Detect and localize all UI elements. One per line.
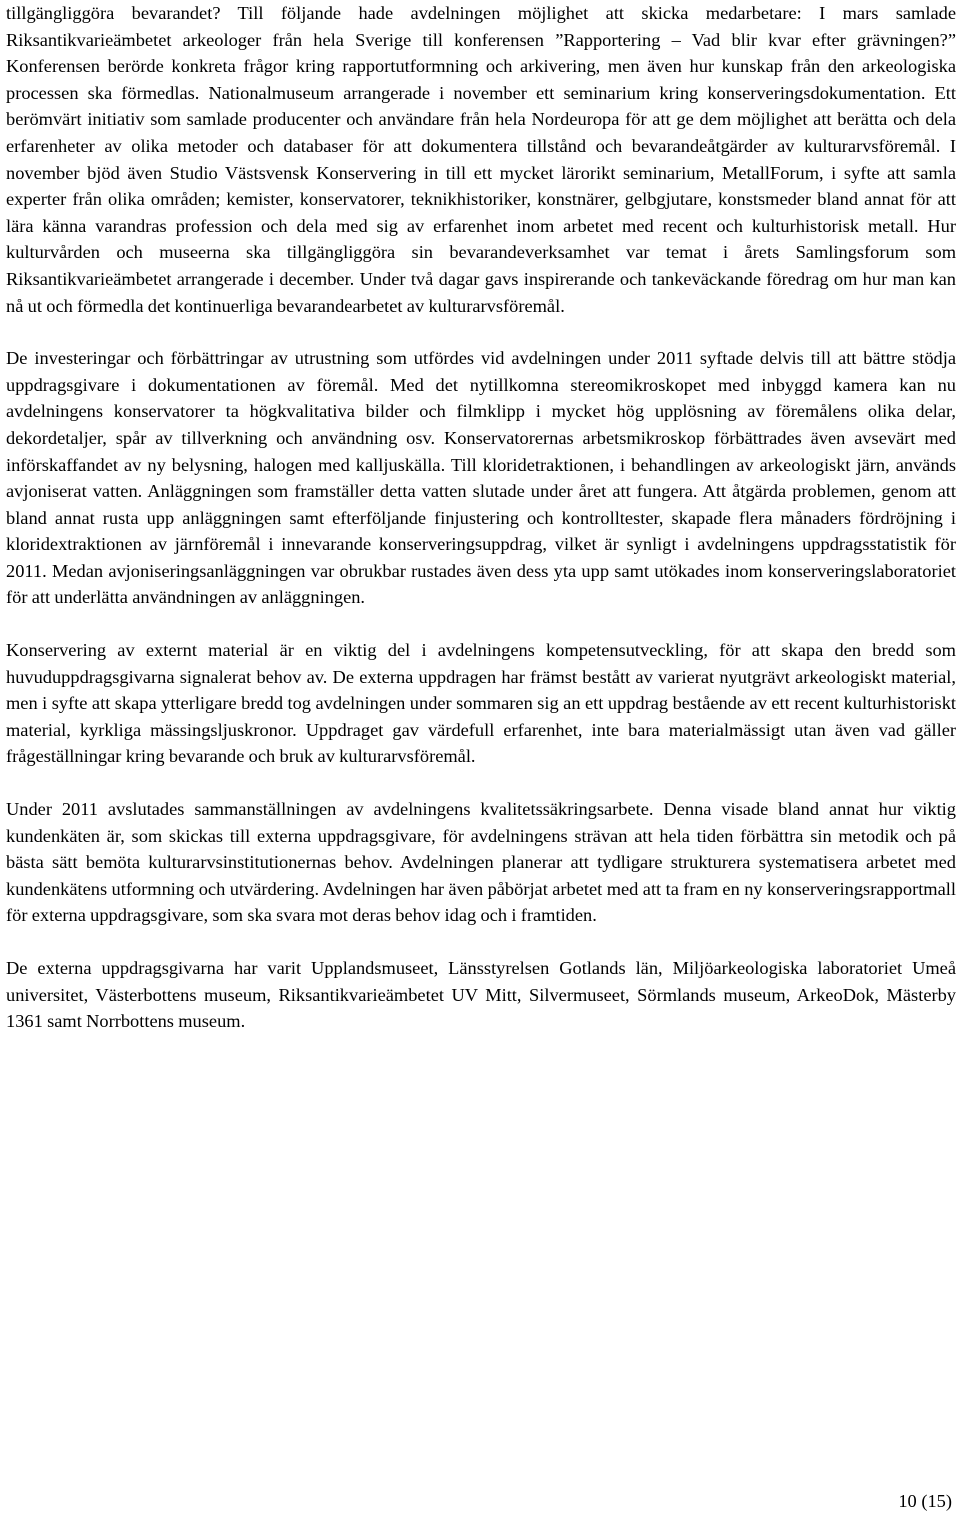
paragraph-quality-assurance: Under 2011 avslutades sammanställningen av avdelningens kvalitetssäkringsarbete. Denna visade bland annat hur viktig kundenkäten är, som skickas till externa uppdragsgivare, för avdelningens strävan att hela tiden förbättra sin metodik och på bästa sätt bemöta kulturarvsinstitutionernas behov. Avdelningen planerar att tydligare strukturera systematisera arbetet med kundenkätens utformning och utvärdering. Avdelningen har även påbörjat arbetet med att ta fram en ny konserveringsrapportmall för externa uppdragsgivare, som ska svara mot deras behov idag och i framtiden. [6,799,956,926]
paragraph-conferences: tillgängliggöra bevarandet? Till följande hade avdelningen möjlighet att skicka medarbetare: I mars samlade Riksantikvarieämbetet arkeologer från hela Sverige till konferensen ”Rapportering – Vad blir kvar efter grävningen?” Konferensen berörde konkreta frågor kring rapportutformning och arkivering, men även hur kunskap från den arkeologiska processen ska förmedlas. Nationalmuseum arrangerade i november ett seminarium kring konserveringsdokumentation. Ett berömvärt initiativ som samlade producenter och användare från hela Nordeuropa för att ge dem möjlighet att berätta och dela erfarenheter av olika metoder och databaser för att dokumentera tillstånd och bevarandeåtgärder av kulturarvsföremål. I november bjöd även Studio Västsvensk Konservering in till ett mycket lärorikt seminarium, MetallForum, i syfte att samla experter från olika områden; kemister, konservatorer, teknikhistoriker, konstnärer, gelbgjutare, konstsmeder bland annat för att lära känna varandras profession och dela med sig av erfarenhet inom arbetet med recent och kulturhistorisk metall. Hur kulturvården och museerna ska tillgängliggöra sin bevarandeverksamhet var temat i årets Samlingsforum som Riksantikvarieämbetet arrangerade i december. Under två dagar gavs inspirerande och tankeväckande föredrag om hur man kan nå ut och förmedla det kontinuerliga bevarandearbetet av kulturarvsföremål. [6,3,956,316]
document-body [6,0,956,1035]
paragraph-external-clients: De externa uppdragsgivarna har varit Upplandsmuseet, Länsstyrelsen Gotlands län, Miljöarkeologiska laboratoriet Umeå universitet, Västerbottens museum, Riksantikvarieämbetet UV Mitt, Silvermuseet, Sörmlands museum, ArkeoDok, Mästerby 1361 samt Norrbottens museum. [6,958,956,1032]
paragraph-equipment: De investeringar och förbättringar av utrustning som utfördes vid avdelningen under 2011 syftade delvis till att bättre stödja uppdragsgivare i dokumentationen av föremål. Med det nytillkomna stereomikroskopet med inbyggd kamera kan nu avdelningens konservatorer ta högkvalitativa bilder och filmklipp i mycket hög upplösning av föremålens olika delar, dekordetaljer, spår av tillverkning och användning osv. Konservatorernas arbetsmikroskop förbättrades även avsevärt med införskaffandet av ny belysning, halogen med kalljuskälla. Till kloridetraktionen, i behandlingen av arkeologiskt järn, används avjoniserat vatten. Anläggningen som framställer detta vatten slutade under året att fungera. Att åtgärda problemen, genom att bland annat rusta upp anläggningen samt efterföljande finjustering och kontrolltester, skapade flera månaders fördröjning i kloridextraktionen av järnföremål i innevarande konserveringsuppdrag, vilket är synligt i avdelningens uppdragsstatistik för 2011. Medan avjoniseringsanläggningen var obrukbar rustades även dess yta upp samt utökades inom konserveringslaboratoriet för att underlätta användningen av anläggningen. [6,348,956,608]
paragraph-external-conservation: Konservering av externt material är en viktig del i avdelningens kompetensutveckling, för att skapa den bredd som huvuduppdragsgivarna signalerat behov av. De externa uppdragen har främst bestått av varierat nyutgrävt arkeologiskt material, men i syfte att skapa ytterligare bredd tog avdelningen under sommaren sig an ett uppdrag bestående av ett recent kulturhistoriskt material, kyrkliga mässingsljuskronor. Uppdraget gav värdefull erfarenhet, inte bara materialmässigt utan även vad gäller frågeställningar kring bevarande och bruk av kulturarvsföremål. [6,640,956,767]
page-number: 10 (15) [898,1491,952,1511]
